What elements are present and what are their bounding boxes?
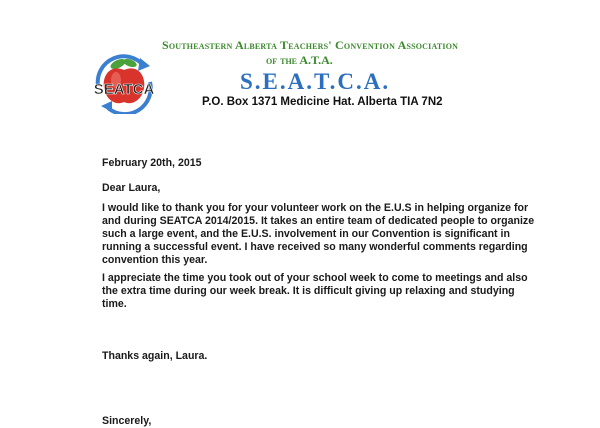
org-acronym: S.E.A.T.C.A. — [240, 69, 391, 94]
org-address: P.O. Box 1371 Medicine Hat. Alberta TIA 7N2 — [202, 96, 443, 108]
logo-text: SEATCA — [93, 81, 155, 98]
letter-paragraph-2: I appreciate the time you took out of your school week to come to meetings and also the extra time during our week break. It is difficult giving up relaxing and studying time. — [102, 272, 528, 310]
letter-paragraph-1: I would like to thank you for your volunteer work on the E.U.S in helping organize for and during SEATCA 2014/2015. It takes an entire team of dedicated people to organize such a large event, and the E.U.S. involvement in our Convention is significant in running a successful event. I have received so many wonderful comments regarding convention this year. — [102, 202, 535, 266]
letter-date: February 20th, 2015 — [102, 157, 202, 169]
seatca-apple-logo-icon — [88, 52, 160, 114]
letter-closing: Sincerely, — [102, 415, 152, 427]
org-name-line2: of the A.T.A. — [266, 53, 333, 67]
org-name-line1: Southeastern Alberta Teachers' Convention Association — [162, 38, 459, 52]
letter-salutation: Dear Laura, — [102, 182, 161, 194]
letter-thanks: Thanks again, Laura. — [102, 350, 208, 362]
